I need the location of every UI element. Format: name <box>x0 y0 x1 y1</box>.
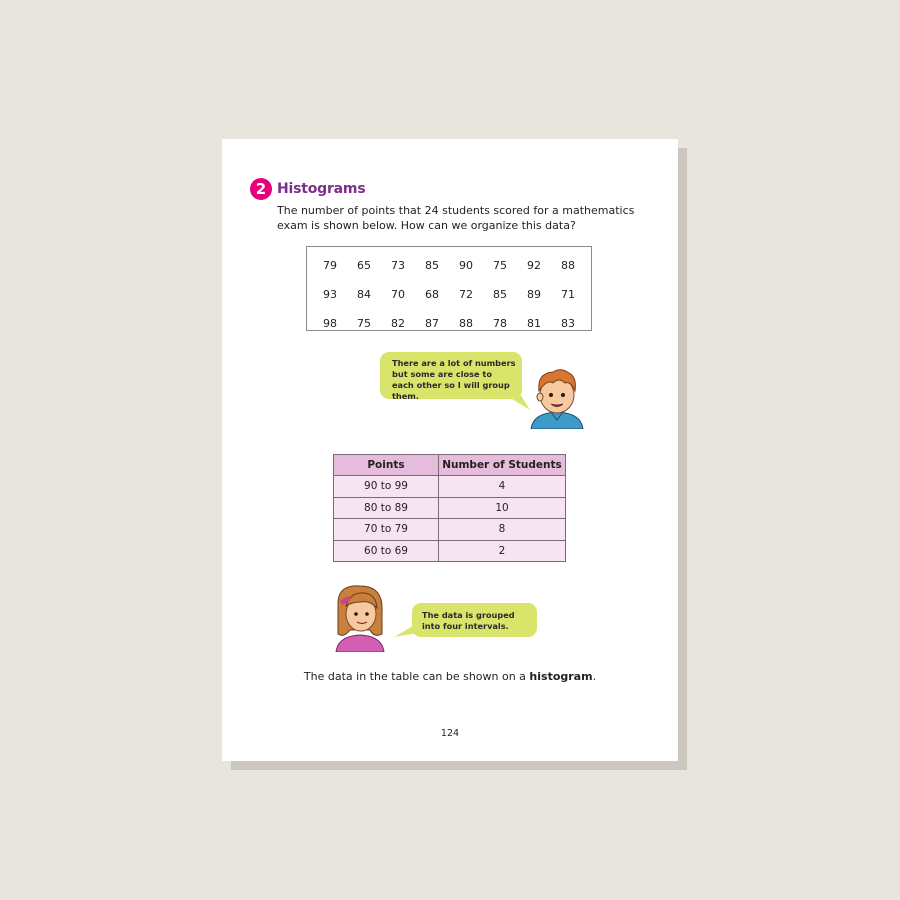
table-row <box>334 497 566 519</box>
histogram-term: histogram <box>529 670 593 683</box>
count-cell: 8 <box>439 519 566 541</box>
score-value: 78 <box>493 317 507 330</box>
closing-text: The data in the table can be shown on a <box>303 670 530 683</box>
score-value: 82 <box>391 317 405 330</box>
column-header-points: Points <box>334 455 439 476</box>
table-row <box>334 540 566 562</box>
score-value: 98 <box>323 317 337 330</box>
score-value: 84 <box>357 288 371 301</box>
score-value: 88 <box>561 259 575 272</box>
score-value: 83 <box>561 317 575 330</box>
count-cell: 10 <box>439 497 566 519</box>
girl-speech-bubble <box>412 603 537 637</box>
score-value: 85 <box>493 288 507 301</box>
frequency-table <box>333 454 566 562</box>
score-value: 93 <box>323 288 337 301</box>
intro-paragraph: The number of points that 24 students scored for a mathematics exam is shown below. How can we organize this data? <box>277 204 635 232</box>
boy-character-icon <box>527 367 587 429</box>
girl-speech-text: The data is grouped into four intervals. <box>422 610 515 631</box>
girl-character-icon <box>330 584 390 652</box>
textbook-page <box>222 139 678 761</box>
table-row <box>334 476 566 498</box>
score-value: 72 <box>459 288 473 301</box>
score-value: 79 <box>323 259 337 272</box>
score-value: 68 <box>425 288 439 301</box>
page-number: 124 <box>440 728 460 739</box>
score-value: 75 <box>357 317 371 330</box>
interval-cell: 70 to 79 <box>334 519 439 541</box>
count-cell: 2 <box>439 540 566 562</box>
closing-period: . <box>592 670 597 683</box>
score-value: 71 <box>561 288 575 301</box>
table-header-row <box>334 455 566 476</box>
section-header <box>250 178 365 200</box>
score-value: 70 <box>391 288 405 301</box>
interval-cell: 60 to 69 <box>334 540 439 562</box>
score-value: 75 <box>493 259 507 272</box>
boy-speech-bubble <box>380 352 522 399</box>
column-header-students: Number of Students <box>439 455 566 476</box>
score-value: 88 <box>459 317 473 330</box>
score-value: 73 <box>391 259 405 272</box>
score-row <box>313 309 585 338</box>
boy-speech-text: There are a lot of numbers but some are close to each other so I will group them. <box>392 358 516 401</box>
score-value: 81 <box>527 317 541 330</box>
count-cell: 4 <box>439 476 566 498</box>
score-value: 87 <box>425 317 439 330</box>
score-row <box>313 280 585 309</box>
section-number-badge: 2 <box>250 178 272 200</box>
score-value: 89 <box>527 288 541 301</box>
score-row <box>313 251 585 280</box>
section-title: Histograms <box>277 181 366 197</box>
interval-cell: 90 to 99 <box>334 476 439 498</box>
closing-sentence <box>222 670 678 683</box>
table-row <box>334 519 566 541</box>
score-value: 65 <box>357 259 371 272</box>
score-data-box <box>306 246 592 331</box>
score-value: 90 <box>459 259 473 272</box>
score-value: 92 <box>527 259 541 272</box>
interval-cell: 80 to 89 <box>334 497 439 519</box>
score-value: 85 <box>425 259 439 272</box>
